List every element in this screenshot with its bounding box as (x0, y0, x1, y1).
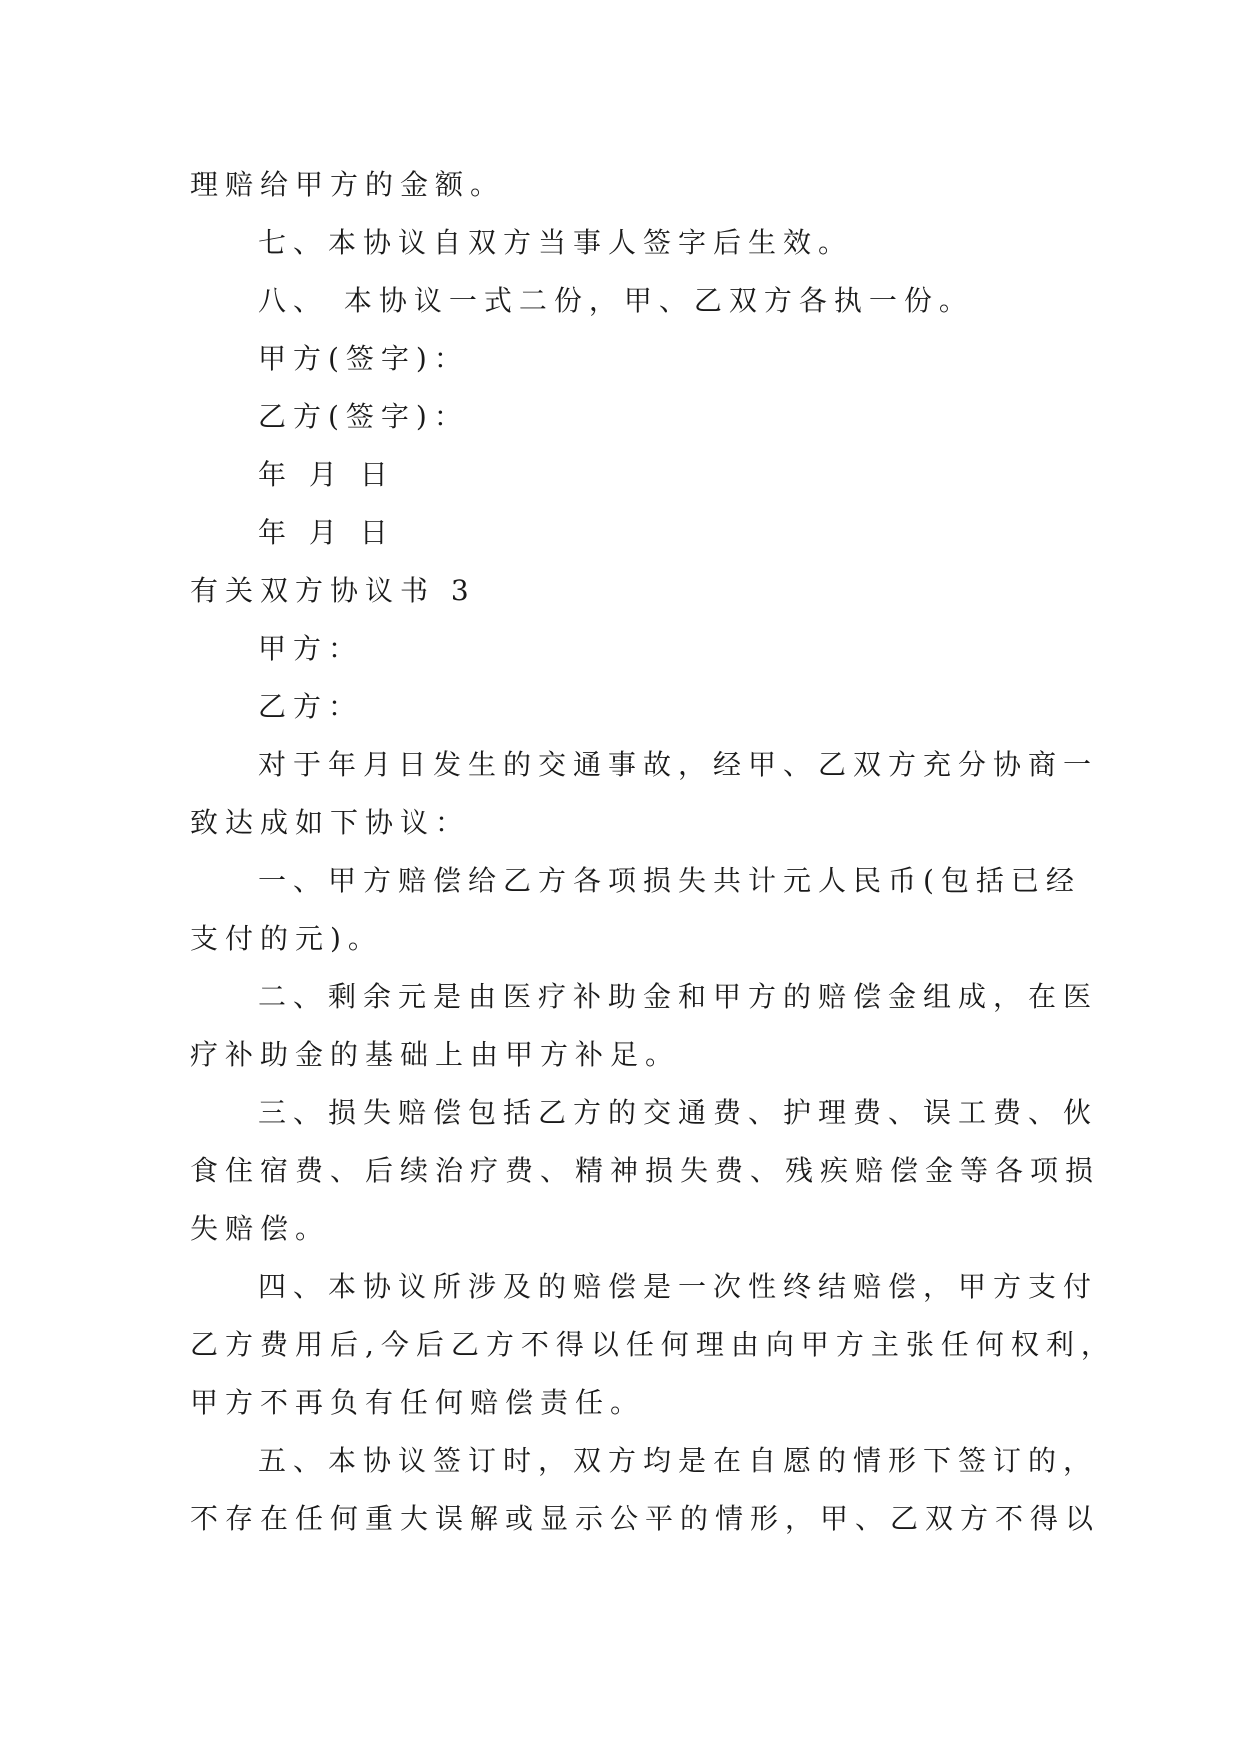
clause-three-line-2: 食住宿费、后续治疗费、精神损失费、残疾赔偿金等各项损 (190, 1154, 1101, 1187)
party-a-label: 甲方： (258, 632, 364, 665)
party-a-signature-label: 甲方(签字)： (258, 342, 469, 375)
clause-four-line-2: 乙方费用后,今后乙方不得以任何理由向甲方主张任何权利， (190, 1328, 1116, 1361)
clause-one-line-1: 一、甲方赔偿给乙方各项损失共计元人民币(包括已经 (258, 864, 1081, 897)
clause-two-line-1: 二、剩余元是由医疗补助金和甲方的赔偿金组成，在医 (258, 980, 1099, 1013)
clause-seven: 七、本协议自双方当事人签字后生效。 (258, 226, 854, 259)
clause-five-line-1: 五、本协议签订时，双方均是在自愿的情形下签订的， (258, 1444, 1099, 1477)
clause-one-line-2: 支付的元)。 (190, 922, 383, 955)
preamble-line-2: 致达成如下协议： (190, 806, 471, 839)
date-line-1: 年 月 日 (258, 458, 395, 491)
clause-three-line-3: 失赔偿。 (190, 1212, 331, 1245)
date-line-2: 年 月 日 (258, 516, 395, 549)
text-line-continuation: 理赔给甲方的金额。 (190, 168, 506, 201)
clause-three-line-1: 三、损失赔偿包括乙方的交通费、护理费、误工费、伙 (258, 1096, 1099, 1129)
party-b-label: 乙方： (258, 690, 364, 723)
party-b-signature-label: 乙方(签字)： (258, 400, 469, 433)
clause-four-line-3: 甲方不再负有任何赔偿责任。 (190, 1386, 646, 1419)
clause-four-line-1: 四、本协议所涉及的赔偿是一次性终结赔偿，甲方支付 (258, 1270, 1099, 1303)
clause-eight: 八、 本协议一式二份，甲、乙双方各执一份。 (258, 284, 974, 317)
clause-two-line-2: 疗补助金的基础上由甲方补足。 (190, 1038, 681, 1071)
clause-five-line-2: 不存在任何重大误解或显示公平的情形，甲、乙双方不得以 (190, 1502, 1101, 1535)
preamble-line-1: 对于年月日发生的交通事故，经甲、乙双方充分协商一 (258, 748, 1099, 781)
section-heading: 有关双方协议书 3 (190, 574, 476, 607)
